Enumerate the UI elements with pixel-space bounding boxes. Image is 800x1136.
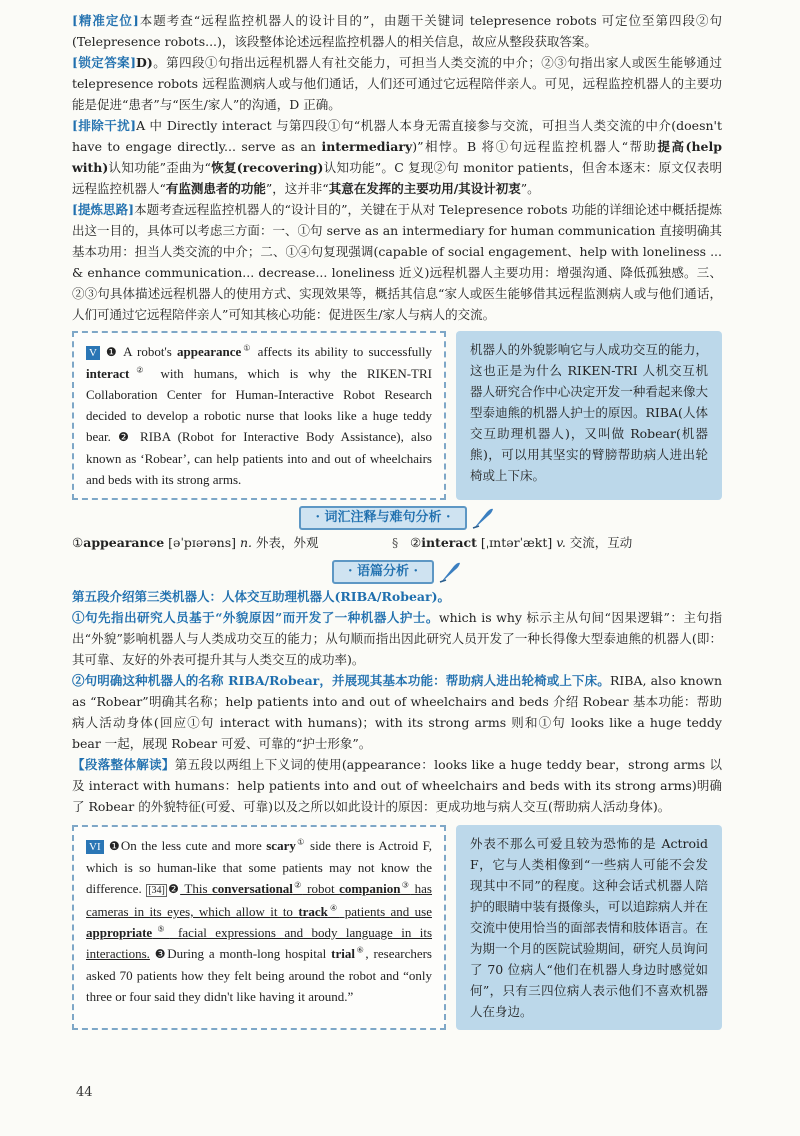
vi-sup-5: ⑤ (152, 924, 170, 934)
vocab-word-appearance: appearance (177, 344, 242, 359)
vi-s3-b: , researchers asked 70 patients how they felt being around the robot and “only three or four said they didn't like having it around.” (86, 946, 432, 1004)
vi-s2-b: robot (302, 881, 340, 896)
vi-sentence-2-marker: ❷ (166, 882, 181, 896)
vi-sup-2: ② (292, 880, 303, 890)
analysis-answer (72, 52, 722, 115)
analysis-v-title: 第五段介绍第三类机器人：人体交互助理机器人(RIBA/Robear)。 (72, 589, 450, 604)
vi-s2-a: This (180, 881, 213, 896)
vi-s1-a: On the less cute and more (120, 838, 267, 853)
vocab-1-def: 外表，外观 (252, 535, 319, 550)
section-vi (72, 825, 722, 1030)
point-1-lead: ①句先指出研究人员基于“外貌原因”而开发了一种机器人护士。 (72, 610, 439, 625)
section-vi-english (72, 825, 446, 1030)
exclude-bold-3: 恢复(recovering) (210, 160, 324, 175)
point-2-text: RIBA, also known as “Robear”明确其名称；help patients into and out of wheelchairs and beds 介绍 Robear 基本功能：帮助病人活动身体(回应①句 interact with humans)；with its strong arms 则和①句 looks like a huge teddy bear 一起，展现 Robear 可爱、可靠的“护士形象”。 (72, 673, 722, 751)
vocab-2-word: interact (421, 535, 477, 550)
tag-locate: [精准定位] (72, 13, 139, 28)
analysis-v-summary (72, 754, 722, 817)
vi-s3-a: During a month-long hospital (167, 946, 332, 961)
vocab-2-def: 交流，互动 (565, 535, 633, 550)
v-sup-1: ① (241, 343, 253, 353)
analysis-refine (72, 199, 722, 325)
point-1-text: which is why 标示主从句间“因果逻辑”：主句指出“外貌”影响机器人与人类成功交互的能力；从句顺而指出因此研究人员开发了一种长得像大型泰迪熊的机器人(即：其可靠、友好的外表可提升其与人类交互的成功率)。 (72, 610, 722, 667)
analysis-banner-label: · 语篇分析 · (332, 560, 434, 584)
vi-sup-3: ③ (400, 880, 411, 890)
vocab-item-appearance (72, 532, 392, 554)
exclude-text-c: 认知功能”歪曲为“ (108, 160, 211, 175)
vocab-banner (72, 506, 722, 530)
sentence-1-marker: ❶ (103, 345, 119, 359)
vi-sentence-1-marker: ❶ (107, 839, 121, 853)
section-v (72, 331, 722, 500)
analysis-v-point-1 (72, 607, 722, 670)
vocab-banner-label: · 词汇注释与难句分析 · (299, 506, 466, 530)
page-number: 44 (76, 1085, 93, 1100)
analysis-banner (72, 560, 722, 584)
vocab-1-num: ① (72, 535, 84, 550)
analysis-locate (72, 10, 722, 52)
exclude-bold-2: 提高(help with) (72, 139, 722, 175)
v-s1-c: with humans, which is why the RIKEN-TRI Collaboration Center for Human-Interactive Robot Research decided to develop a robotic nurse that looks like a huge teddy bear. (86, 366, 432, 444)
question-34-marker: [34] (148, 885, 165, 896)
exclude-text-a: A 中 Directly interact 与第四段①句“机器人本身无需直接参与交流，可担当人类交流的中介(doesn't have to engage directly... serve as an (72, 118, 722, 154)
vi-s2-e: facial expressions and body language in its interactions. (86, 925, 433, 961)
analysis-exclude (72, 115, 722, 199)
vocab-word-interact: interact (86, 366, 130, 381)
v-s2-text: RIBA (Robot for Interactive Body Assistance), also known as ‘Robear’, can help patients into and out of wheelchairs and beds with its strong arms. (86, 429, 432, 487)
exclude-text-d: 认知功能”。C 复现②句 monitor patients，但舍本逐末：原文仅表明远程监控机器人“ (72, 160, 722, 196)
tag-exclude: [排除干扰] (72, 118, 137, 133)
v-sup-2: ② (129, 365, 151, 375)
quill-icon (438, 560, 462, 584)
vi-sup-1: ① (295, 837, 306, 847)
exclude-bold-5: 其意在发挥的主要功用/其设计初衷 (328, 181, 521, 196)
point-2-lead: ②句明确这种机器人的名称 RIBA/Robear，并展现其基本功能：帮助病人进出轮椅或上下床。 (72, 673, 610, 688)
v-s1-a: A robot's (118, 344, 178, 359)
analysis-v (72, 586, 722, 817)
vi-s1-b: side there is Actroid F, which is so human-like that some patients may not know the difference. (86, 838, 433, 896)
vocab-2-ipa: [ˌɪntərˈækt] (476, 535, 557, 550)
vocab-word-scary: scary (266, 838, 296, 853)
vocab-2-num: ② (410, 535, 422, 550)
exclude-text-e: ”，这并非“ (265, 181, 329, 196)
vocab-word-companion: companion (339, 881, 401, 896)
vocab-separator: § (392, 535, 399, 550)
tag-answer: [锁定答案] (72, 55, 137, 70)
tag-summary: 【段落整体解读】 (72, 757, 175, 772)
vocab-2-pos: v. (556, 535, 566, 550)
vocab-word-trial: trial (331, 946, 355, 961)
vi-s2-d: patients and use (339, 904, 432, 919)
vocab-1-word: appearance (83, 535, 165, 550)
exclude-bold-1: intermediary (321, 139, 413, 154)
vocab-word-conversational: conversational (212, 881, 293, 896)
v-s1-b: affects its ability to successfully (252, 344, 433, 359)
sentence-2-marker: ❷ (118, 430, 133, 444)
vi-s2-c: has cameras in its eyes, which allow it to (86, 881, 432, 919)
vi-sentence-3-marker: ❸ (154, 947, 168, 961)
vocab-word-track: track (298, 904, 328, 919)
vi-sup-4: ④ (327, 903, 340, 913)
answer-letter: D) (136, 55, 153, 70)
exclude-text-b: )”相悖。B 将①句远程监控机器人“帮助 (412, 139, 658, 154)
vi-sup-6: ⑥ (354, 945, 366, 955)
analysis-top (72, 10, 722, 325)
section-vi-translation: 外表不那么可爱且较为恐怖的是 Actroid F，它与人类相像到“一些病人可能不会发现其中不同”的程度。这种会话式机器人陪护的眼睛中装有摄像头，可以追踪病人并在交流中使用恰当的面部表情和肢体语言。在为期一个月的医院试验期间，研究人员询问了 70 位病人“他们在机器人身边时感觉如何”，只有三四位病人表示他们不喜欢机器人在身边。 (456, 825, 722, 1030)
vocab-1-pos: n. (239, 535, 253, 550)
exclude-text-f: ”。 (520, 181, 540, 196)
quill-icon (471, 506, 495, 530)
section-v-number: V (86, 346, 100, 360)
vocab-item-interact (410, 532, 632, 554)
vocab-list (72, 532, 722, 554)
exclude-bold-4: 有监测患者的功能 (165, 181, 266, 196)
vocab-1-ipa: [əˈpɪərəns] (164, 535, 240, 550)
vocab-word-appropriate: appropriate (86, 925, 153, 940)
tag-refine: [提炼思路] (72, 202, 135, 217)
section-v-english (72, 331, 446, 500)
answer-text: 。第四段①句指出远程机器人有社交能力，可担当人类交流的中介；②③句指出家人或医生能够通过 telepresence robots 远程监测病人或与他们通话，人们还可通过它远程陪伴亲人。可见，远程监控机器人的主要功能是促进“患者”与“医生/家人”的沟通，D 正确。 (72, 55, 722, 112)
analysis-v-point-2 (72, 670, 722, 754)
section-v-translation: 机器人的外貌影响它与人成功交互的能力，这也正是为什么 RIKEN-TRI 人机交互机器人研究合作中心决定开发一种看起来像大型泰迪熊的机器人护士的原因。RIBA(人体交互助理机器人)，又叫做 Robear(机器熊)，可以用其坚实的臂膀帮助病人进出轮椅或上下床。 (456, 331, 722, 500)
refine-text: 本题考查远程监控机器人的“设计目的”，关键在于从对 Telepresence robots 功能的详细论述中概括提炼出这一目的，具体可以考虑三方面：一、①句 serve as an intermediary for human communication 直接明确其基本功用：担当人类交流的中介；二、①④句复现强调(capable of social engagement、help with loneliness ... & enhance communication... decrease... loneliness 近义)远程机器人主要功用：增强沟通、降低孤独感。三、②③句具体描述远程机器人的使用方式、实现效果等，概括其信息“家人或医生能够借其远程监测病人或与他们通话，人们可通过它远程陪伴亲人”可知其核心功能：促进医生/家人与病人的交流。 (72, 202, 722, 322)
section-vi-number: VI (86, 840, 104, 854)
locate-text: 本题考查“远程监控机器人的设计目的”，由题干关键词 telepresence robots 可定位至第四段②句(Telepresence robots...)，该段整体论述远程监控机器人的相关信息，故应从整段获取答案。 (72, 13, 722, 49)
summary-text: 第五段以两组上下义词的使用(appearance：looks like a huge teddy bear，strong arms 以及 interact with humans：help patients into and out of wheelchairs and beds with its strong arms)明确了 Robear 的外貌特征(可爱、可靠)以及之所以如此设计的原因：更成功地与病人交互(帮助病人活动身体)。 (72, 757, 722, 814)
